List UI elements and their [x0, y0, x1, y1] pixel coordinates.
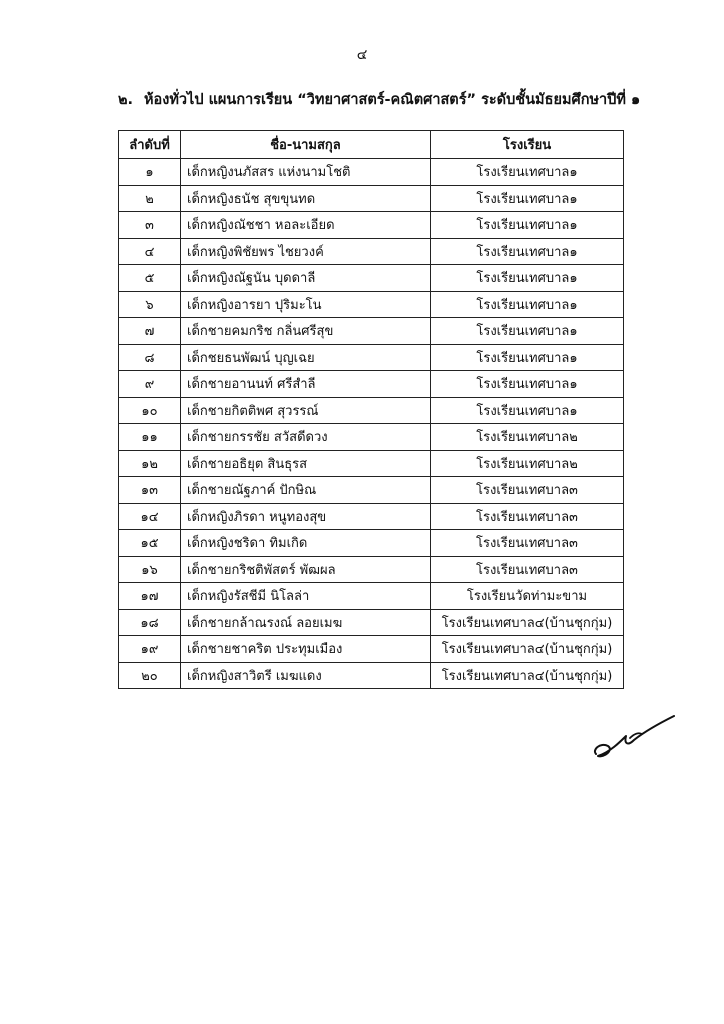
- row-name-cell: เด็กหญิงภิรดา หนูทองสุข: [181, 503, 431, 530]
- row-order-cell: ๑: [119, 159, 181, 186]
- table-row: [119, 530, 624, 557]
- header-order: ลำดับที่: [119, 131, 181, 159]
- table-row: [119, 477, 624, 504]
- row-name-cell: เด็กชยธนพัฒน์ บุญเฉย: [181, 344, 431, 371]
- row-order-cell: ๑๔: [119, 503, 181, 530]
- table-row: [119, 344, 624, 371]
- row-school-cell: โรงเรียนเทศบาล๑: [431, 371, 624, 398]
- table-row: [119, 556, 624, 583]
- row-name-cell: เด็กหญิงณัฐนัน บุดดาลี: [181, 265, 431, 292]
- row-school-cell: โรงเรียนเทศบาล๓: [431, 556, 624, 583]
- row-order-cell: ๖: [119, 291, 181, 318]
- row-order-cell: ๑๙: [119, 636, 181, 663]
- table-row: [119, 450, 624, 477]
- page-number: ๔: [356, 47, 368, 63]
- row-order-cell: ๘: [119, 344, 181, 371]
- student-table: [118, 130, 624, 689]
- row-school-cell: โรงเรียนเทศบาล๔(บ้านชุกกุ่ม): [431, 636, 624, 663]
- row-order-cell: ๑๘: [119, 609, 181, 636]
- row-order-cell: ๑๑: [119, 424, 181, 451]
- row-school-cell: โรงเรียนเทศบาล๑: [431, 397, 624, 424]
- row-name-cell: เด็กชายอธิยุต สินธุรส: [181, 450, 431, 477]
- header-school: โรงเรียน: [431, 131, 624, 159]
- row-school-cell: โรงเรียนเทศบาล๓: [431, 530, 624, 557]
- row-name-cell: เด็กหญิงพิชัยพร ไชยวงค์: [181, 238, 431, 265]
- row-name-cell: เด็กชายกริชติพัสตร์ พัฒผล: [181, 556, 431, 583]
- row-name-cell: เด็กหญิงธนัช สุขขุนทด: [181, 185, 431, 212]
- signature-mark: [590, 712, 680, 762]
- table-row: [119, 424, 624, 451]
- table-row: [119, 636, 624, 663]
- table-row: [119, 609, 624, 636]
- row-order-cell: ๔: [119, 238, 181, 265]
- row-school-cell: โรงเรียนเทศบาล๓: [431, 503, 624, 530]
- row-name-cell: เด็กชายอานนท์ ศรีสำลี: [181, 371, 431, 398]
- row-school-cell: โรงเรียนเทศบาล๑: [431, 318, 624, 345]
- row-school-cell: โรงเรียนเทศบาล๑: [431, 291, 624, 318]
- row-name-cell: เด็กชายกล้าณรงณ์ ลอยเมฆ: [181, 609, 431, 636]
- table-row: [119, 238, 624, 265]
- row-name-cell: เด็กชายคมกริช กลิ่นศรีสุข: [181, 318, 431, 345]
- table-row: [119, 397, 624, 424]
- row-order-cell: ๕: [119, 265, 181, 292]
- table-row: [119, 371, 624, 398]
- table-row: [119, 503, 624, 530]
- row-school-cell: โรงเรียนเทศบาล๔(บ้านชุกกุ่ม): [431, 609, 624, 636]
- row-school-cell: โรงเรียนวัดท่ามะขาม: [431, 583, 624, 610]
- table-header-row: [119, 131, 624, 159]
- row-order-cell: ๑๕: [119, 530, 181, 557]
- table-row: [119, 318, 624, 345]
- table-row: [119, 291, 624, 318]
- row-school-cell: โรงเรียนเทศบาล๓: [431, 477, 624, 504]
- row-name-cell: เด็กหญิงชริดา ทิมเกิด: [181, 530, 431, 557]
- row-name-cell: เด็กหญิงรัสชีมี นิโลล่า: [181, 583, 431, 610]
- row-order-cell: ๑๗: [119, 583, 181, 610]
- section-title: ห้องทั่วไป แผนการเรียน “วิทยาศาสตร์-คณิตศาสตร์” ระดับชั้นมัธยมศึกษาปีที่ ๑: [144, 92, 641, 108]
- table-row: [119, 662, 624, 689]
- row-name-cell: เด็กชายกิตติพศ สุวรรณ์: [181, 397, 431, 424]
- row-school-cell: โรงเรียนเทศบาล๑: [431, 265, 624, 292]
- row-school-cell: โรงเรียนเทศบาล๑: [431, 344, 624, 371]
- row-order-cell: ๓: [119, 212, 181, 239]
- table-row: [119, 212, 624, 239]
- row-school-cell: โรงเรียนเทศบาล๑: [431, 185, 624, 212]
- row-order-cell: ๒: [119, 185, 181, 212]
- header-name: ชื่อ-นามสกุล: [181, 131, 431, 159]
- row-school-cell: โรงเรียนเทศบาล๒: [431, 424, 624, 451]
- row-school-cell: โรงเรียนเทศบาล๒: [431, 450, 624, 477]
- row-order-cell: ๙: [119, 371, 181, 398]
- row-order-cell: ๒๐: [119, 662, 181, 689]
- row-order-cell: ๑๓: [119, 477, 181, 504]
- row-name-cell: เด็กหญิงอารยา ปุริมะโน: [181, 291, 431, 318]
- row-order-cell: ๑๖: [119, 556, 181, 583]
- section-number: ๒.: [118, 92, 134, 108]
- row-name-cell: เด็กหญิงนภัสสร แห่งนามโชติ: [181, 159, 431, 186]
- table-row: [119, 265, 624, 292]
- row-name-cell: เด็กชายชาคริต ประทุมเมือง: [181, 636, 431, 663]
- row-name-cell: เด็กชายณัฐภาค์ ปักษิณ: [181, 477, 431, 504]
- row-order-cell: ๑๒: [119, 450, 181, 477]
- row-school-cell: โรงเรียนเทศบาล๑: [431, 212, 624, 239]
- row-school-cell: โรงเรียนเทศบาล๑: [431, 238, 624, 265]
- row-name-cell: เด็กชายกรรชัย สวัสดีดวง: [181, 424, 431, 451]
- section-heading: [118, 88, 678, 111]
- table-row: [119, 583, 624, 610]
- row-order-cell: ๗: [119, 318, 181, 345]
- row-name-cell: เด็กหญิงณัชชา หอละเอียด: [181, 212, 431, 239]
- row-school-cell: โรงเรียนเทศบาล๑: [431, 159, 624, 186]
- table-row: [119, 159, 624, 186]
- row-name-cell: เด็กหญิงสาวิตรี เมฆแดง: [181, 662, 431, 689]
- row-school-cell: โรงเรียนเทศบาล๔(บ้านชุกกุ่ม): [431, 662, 624, 689]
- row-order-cell: ๑๐: [119, 397, 181, 424]
- table-row: [119, 185, 624, 212]
